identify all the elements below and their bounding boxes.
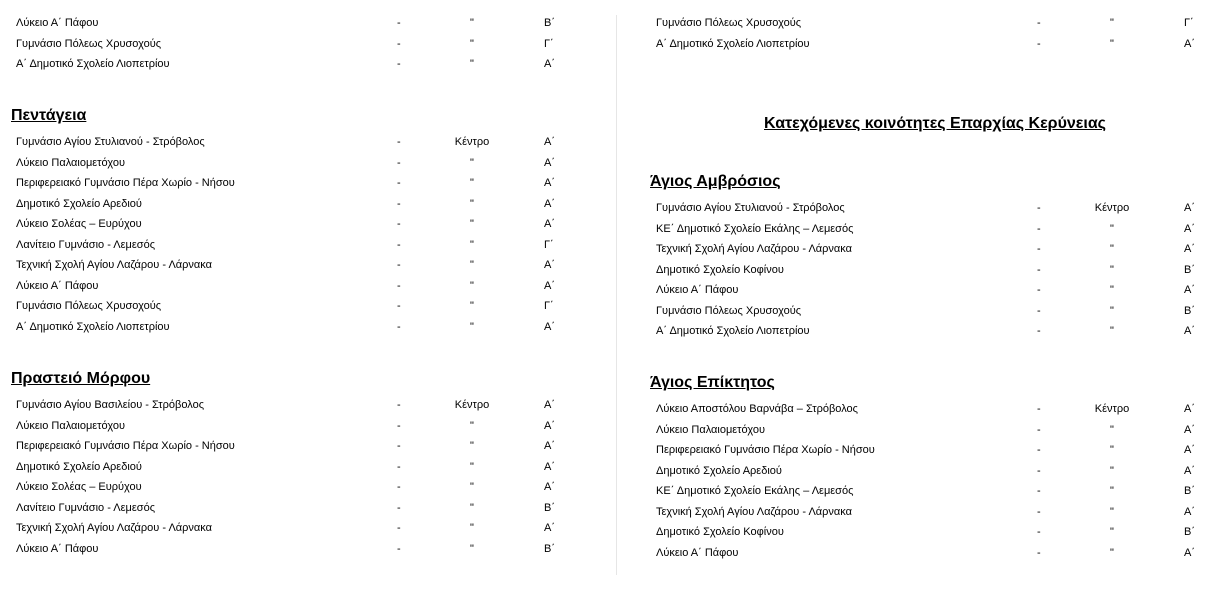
location: " — [1110, 17, 1114, 29]
location: " — [1110, 546, 1114, 559]
school-name: Λύκειο Σολέας – Ευρύχου — [16, 481, 142, 493]
grade: Α΄ — [1184, 202, 1195, 214]
school-name: Λύκειο Α΄ Πάφου — [16, 542, 99, 555]
location: " — [1110, 37, 1114, 50]
column-divider — [616, 15, 617, 575]
location: " — [470, 58, 474, 70]
dash: - — [397, 58, 401, 70]
table-row — [0, 297, 616, 315]
table-row — [0, 133, 616, 151]
dash: - — [1037, 37, 1041, 50]
school-name: Α΄ Δημοτικό Σχολείο Λιοπετρίου — [656, 325, 810, 337]
school-name: ΚΕ΄ Δημοτικό Σχολείο Εκάλης – Λεμεσός — [656, 485, 854, 497]
dash: - — [1037, 243, 1041, 255]
location: Κέντρο — [454, 399, 490, 411]
dash: - — [1037, 464, 1041, 477]
school-name: Δημοτικό Σχολείο Κοφίνου — [656, 263, 784, 276]
dash: - — [1037, 284, 1041, 296]
grade: Α΄ — [544, 399, 555, 411]
grade: Α΄ — [1184, 423, 1195, 436]
grade: Γ΄ — [1184, 17, 1194, 29]
dash: - — [397, 481, 401, 493]
table-row — [640, 35, 1211, 53]
dash: - — [397, 501, 401, 514]
location: " — [470, 156, 474, 169]
school-name: Δημοτικό Σχολείο Κοφίνου — [656, 526, 784, 538]
dash: - — [1037, 325, 1041, 337]
grade: Β΄ — [1184, 263, 1195, 276]
table-row — [0, 478, 616, 496]
table-row — [0, 195, 616, 213]
grade: Β΄ — [1184, 526, 1195, 538]
table-row — [640, 523, 1211, 541]
table-row — [0, 35, 616, 53]
table-row — [640, 261, 1211, 279]
grade: Α΄ — [544, 522, 555, 534]
location: " — [1110, 263, 1114, 276]
dash: - — [1037, 423, 1041, 436]
location: " — [1110, 444, 1114, 456]
dash: - — [397, 197, 401, 210]
location: " — [470, 460, 474, 473]
location: " — [470, 37, 474, 50]
dash: - — [397, 177, 401, 189]
location: " — [470, 320, 474, 333]
school-name: Α΄ Δημοτικό Σχολείο Λιοπετρίου — [656, 37, 810, 50]
grade: Α΄ — [1184, 325, 1195, 337]
dash: - — [397, 218, 401, 230]
table-row — [640, 322, 1211, 340]
table-row — [0, 437, 616, 455]
dash: - — [397, 156, 401, 169]
school-name: Λύκειο Α΄ Πάφου — [656, 284, 739, 296]
school-name: Δημοτικό Σχολείο Αρεδιού — [16, 197, 142, 210]
dash: - — [397, 440, 401, 452]
dash: - — [1037, 222, 1041, 235]
table-row — [0, 277, 616, 295]
grade: Α΄ — [1184, 464, 1195, 477]
school-name: Τεχνική Σχολή Αγίου Λαζάρου - Λάρνακα — [16, 522, 213, 534]
location: " — [1110, 423, 1114, 436]
table-row — [640, 462, 1211, 480]
grade: Β΄ — [544, 542, 555, 555]
school-name: Λύκειο Παλαιομετόχου — [656, 423, 765, 436]
location: " — [470, 300, 474, 312]
school-name: Γυμνάσιο Πόλεως Χρυσοχούς — [656, 17, 802, 29]
location: " — [1110, 325, 1114, 337]
school-name: Περιφερειακό Γυμνάσιο Πέρα Χωρίο - Νήσου — [16, 440, 235, 452]
table-row — [640, 14, 1211, 32]
grade: Α΄ — [1184, 37, 1195, 50]
table-row — [640, 240, 1211, 258]
location: " — [470, 197, 474, 210]
dash: - — [397, 136, 401, 148]
location: " — [470, 440, 474, 452]
school-name: Λύκειο Αποστόλου Βαρνάβα – Στρόβολος — [656, 403, 858, 415]
grade: Γ΄ — [544, 37, 554, 50]
dash: - — [397, 238, 401, 251]
location: " — [470, 177, 474, 189]
grade: Β΄ — [544, 17, 555, 29]
grade: Γ΄ — [544, 238, 554, 251]
grade: Α΄ — [544, 156, 555, 169]
dash: - — [397, 259, 401, 271]
school-name: Λανίτειο Γυμνάσιο - Λεμεσός — [16, 238, 156, 251]
grade: Α΄ — [1184, 243, 1195, 255]
table-row — [640, 503, 1211, 521]
dash: - — [397, 522, 401, 534]
location: " — [470, 279, 474, 292]
school-name: Δημοτικό Σχολείο Αρεδιού — [656, 464, 782, 477]
location: " — [470, 419, 474, 432]
school-name: Τεχνική Σχολή Αγίου Λαζάρου - Λάρνακα — [656, 505, 853, 518]
table-row — [640, 400, 1211, 418]
location: " — [470, 17, 474, 29]
school-name: Λύκειο Α΄ Πάφου — [656, 546, 739, 559]
table-row — [640, 302, 1211, 320]
school-name: Γυμνάσιο Πόλεως Χρυσοχούς — [656, 304, 802, 317]
location: " — [470, 238, 474, 251]
grade: Α΄ — [544, 177, 555, 189]
heading-agios-epiktitos: Άγιος Επίκτητος — [650, 374, 775, 391]
dash: - — [1037, 263, 1041, 276]
grade: Α΄ — [1184, 444, 1195, 456]
location: " — [1110, 304, 1114, 317]
grade: Α΄ — [544, 419, 555, 432]
grade: Α΄ — [1184, 546, 1195, 559]
table-row — [0, 318, 616, 336]
dash: - — [397, 399, 401, 411]
school-name: ΚΕ΄ Δημοτικό Σχολείο Εκάλης – Λεμεσός — [656, 222, 854, 235]
grade: Α΄ — [544, 58, 555, 70]
location: " — [470, 481, 474, 493]
table-row — [0, 215, 616, 233]
grade: Α΄ — [544, 279, 555, 292]
dash: - — [1037, 505, 1041, 518]
school-name: Τεχνική Σχολή Αγίου Λαζάρου - Λάρνακα — [16, 259, 213, 271]
table-row — [640, 421, 1211, 439]
location: Κέντρο — [1094, 403, 1130, 415]
table-row — [0, 417, 616, 435]
school-name: Περιφερειακό Γυμνάσιο Πέρα Χωρίο - Νήσου — [16, 177, 235, 189]
table-row — [0, 14, 616, 32]
school-name: Λανίτειο Γυμνάσιο - Λεμεσός — [16, 501, 156, 514]
dash: - — [1037, 202, 1041, 214]
location: Κέντρο — [1094, 202, 1130, 214]
table-row — [640, 544, 1211, 562]
dash: - — [397, 37, 401, 50]
location: " — [1110, 485, 1114, 497]
school-name: Περιφερειακό Γυμνάσιο Πέρα Χωρίο - Νήσου — [656, 444, 875, 456]
heading-prastio-morfou: Πραστειό Μόρφου — [11, 370, 151, 387]
table-row — [0, 154, 616, 172]
table-row — [640, 482, 1211, 500]
dash: - — [1037, 485, 1041, 497]
grade: Α΄ — [544, 136, 555, 148]
location: " — [1110, 284, 1114, 296]
grade: Β΄ — [1184, 485, 1195, 497]
table-row — [0, 540, 616, 558]
grade: Α΄ — [544, 460, 555, 473]
heading-agios-amvrosios: Άγιος Αμβρόσιος — [650, 173, 781, 190]
dash: - — [397, 542, 401, 555]
grade: Α΄ — [544, 218, 555, 230]
table-row — [0, 499, 616, 517]
table-row — [0, 396, 616, 414]
heading-pentageia: Πεντάγεια — [11, 107, 87, 124]
table-row — [0, 55, 616, 73]
dash: - — [1037, 17, 1041, 29]
dash: - — [397, 17, 401, 29]
location: " — [470, 542, 474, 555]
grade: Α΄ — [1184, 222, 1195, 235]
school-name: Α΄ Δημοτικό Σχολείο Λιοπετρίου — [16, 320, 170, 333]
school-name: Γυμνάσιο Πόλεως Χρυσοχούς — [16, 37, 162, 50]
dash: - — [1037, 526, 1041, 538]
location: " — [1110, 222, 1114, 235]
table-row — [640, 281, 1211, 299]
school-name: Λύκειο Α΄ Πάφου — [16, 279, 99, 292]
table-row — [640, 441, 1211, 459]
grade: Α΄ — [1184, 505, 1195, 518]
school-name: Γυμνάσιο Αγίου Στυλιανού - Στρόβολος — [656, 202, 845, 214]
section-title-kyrenia: Κατεχόμενες κοινότητες Επαρχίας Κερύνειας — [764, 115, 1106, 132]
school-name: Γυμνάσιο Αγίου Βασιλείου - Στρόβολος — [16, 399, 205, 411]
grade: Α΄ — [544, 259, 555, 271]
school-name: Λύκειο Α΄ Πάφου — [16, 17, 99, 29]
table-row — [0, 174, 616, 192]
dash: - — [397, 419, 401, 432]
location: " — [1110, 526, 1114, 538]
dash: - — [397, 320, 401, 333]
table-row — [0, 236, 616, 254]
dash: - — [397, 460, 401, 473]
grade: Α΄ — [544, 197, 555, 210]
location: " — [470, 522, 474, 534]
table-row — [640, 220, 1211, 238]
location: " — [1110, 243, 1114, 255]
location: Κέντρο — [454, 136, 490, 148]
grade: Α΄ — [544, 481, 555, 493]
grade: Β΄ — [1184, 304, 1195, 317]
dash: - — [397, 279, 401, 292]
school-name: Τεχνική Σχολή Αγίου Λαζάρου - Λάρνακα — [656, 243, 853, 255]
table-row — [640, 199, 1211, 217]
grade: Α΄ — [544, 440, 555, 452]
dash: - — [1037, 403, 1041, 415]
school-name: Δημοτικό Σχολείο Αρεδιού — [16, 460, 142, 473]
location: " — [1110, 505, 1114, 518]
grade: Α΄ — [1184, 403, 1195, 415]
dash: - — [1037, 444, 1041, 456]
school-name: Λύκειο Σολέας – Ευρύχου — [16, 218, 142, 230]
school-name: Γυμνάσιο Αγίου Στυλιανού - Στρόβολος — [16, 136, 205, 148]
grade: Α΄ — [544, 320, 555, 333]
dash: - — [1037, 546, 1041, 559]
location: " — [470, 501, 474, 514]
school-name: Λύκειο Παλαιομετόχου — [16, 419, 125, 432]
grade: Γ΄ — [544, 300, 554, 312]
school-name: Λύκειο Παλαιομετόχου — [16, 156, 125, 169]
grade: Β΄ — [544, 501, 555, 514]
dash: - — [1037, 304, 1041, 317]
school-name: Γυμνάσιο Πόλεως Χρυσοχούς — [16, 300, 162, 312]
location: " — [470, 259, 474, 271]
table-row — [0, 458, 616, 476]
table-row — [0, 256, 616, 274]
location: " — [470, 218, 474, 230]
location: " — [1110, 464, 1114, 477]
table-row — [0, 519, 616, 537]
school-name: Α΄ Δημοτικό Σχολείο Λιοπετρίου — [16, 58, 170, 70]
grade: Α΄ — [1184, 284, 1195, 296]
dash: - — [397, 300, 401, 312]
